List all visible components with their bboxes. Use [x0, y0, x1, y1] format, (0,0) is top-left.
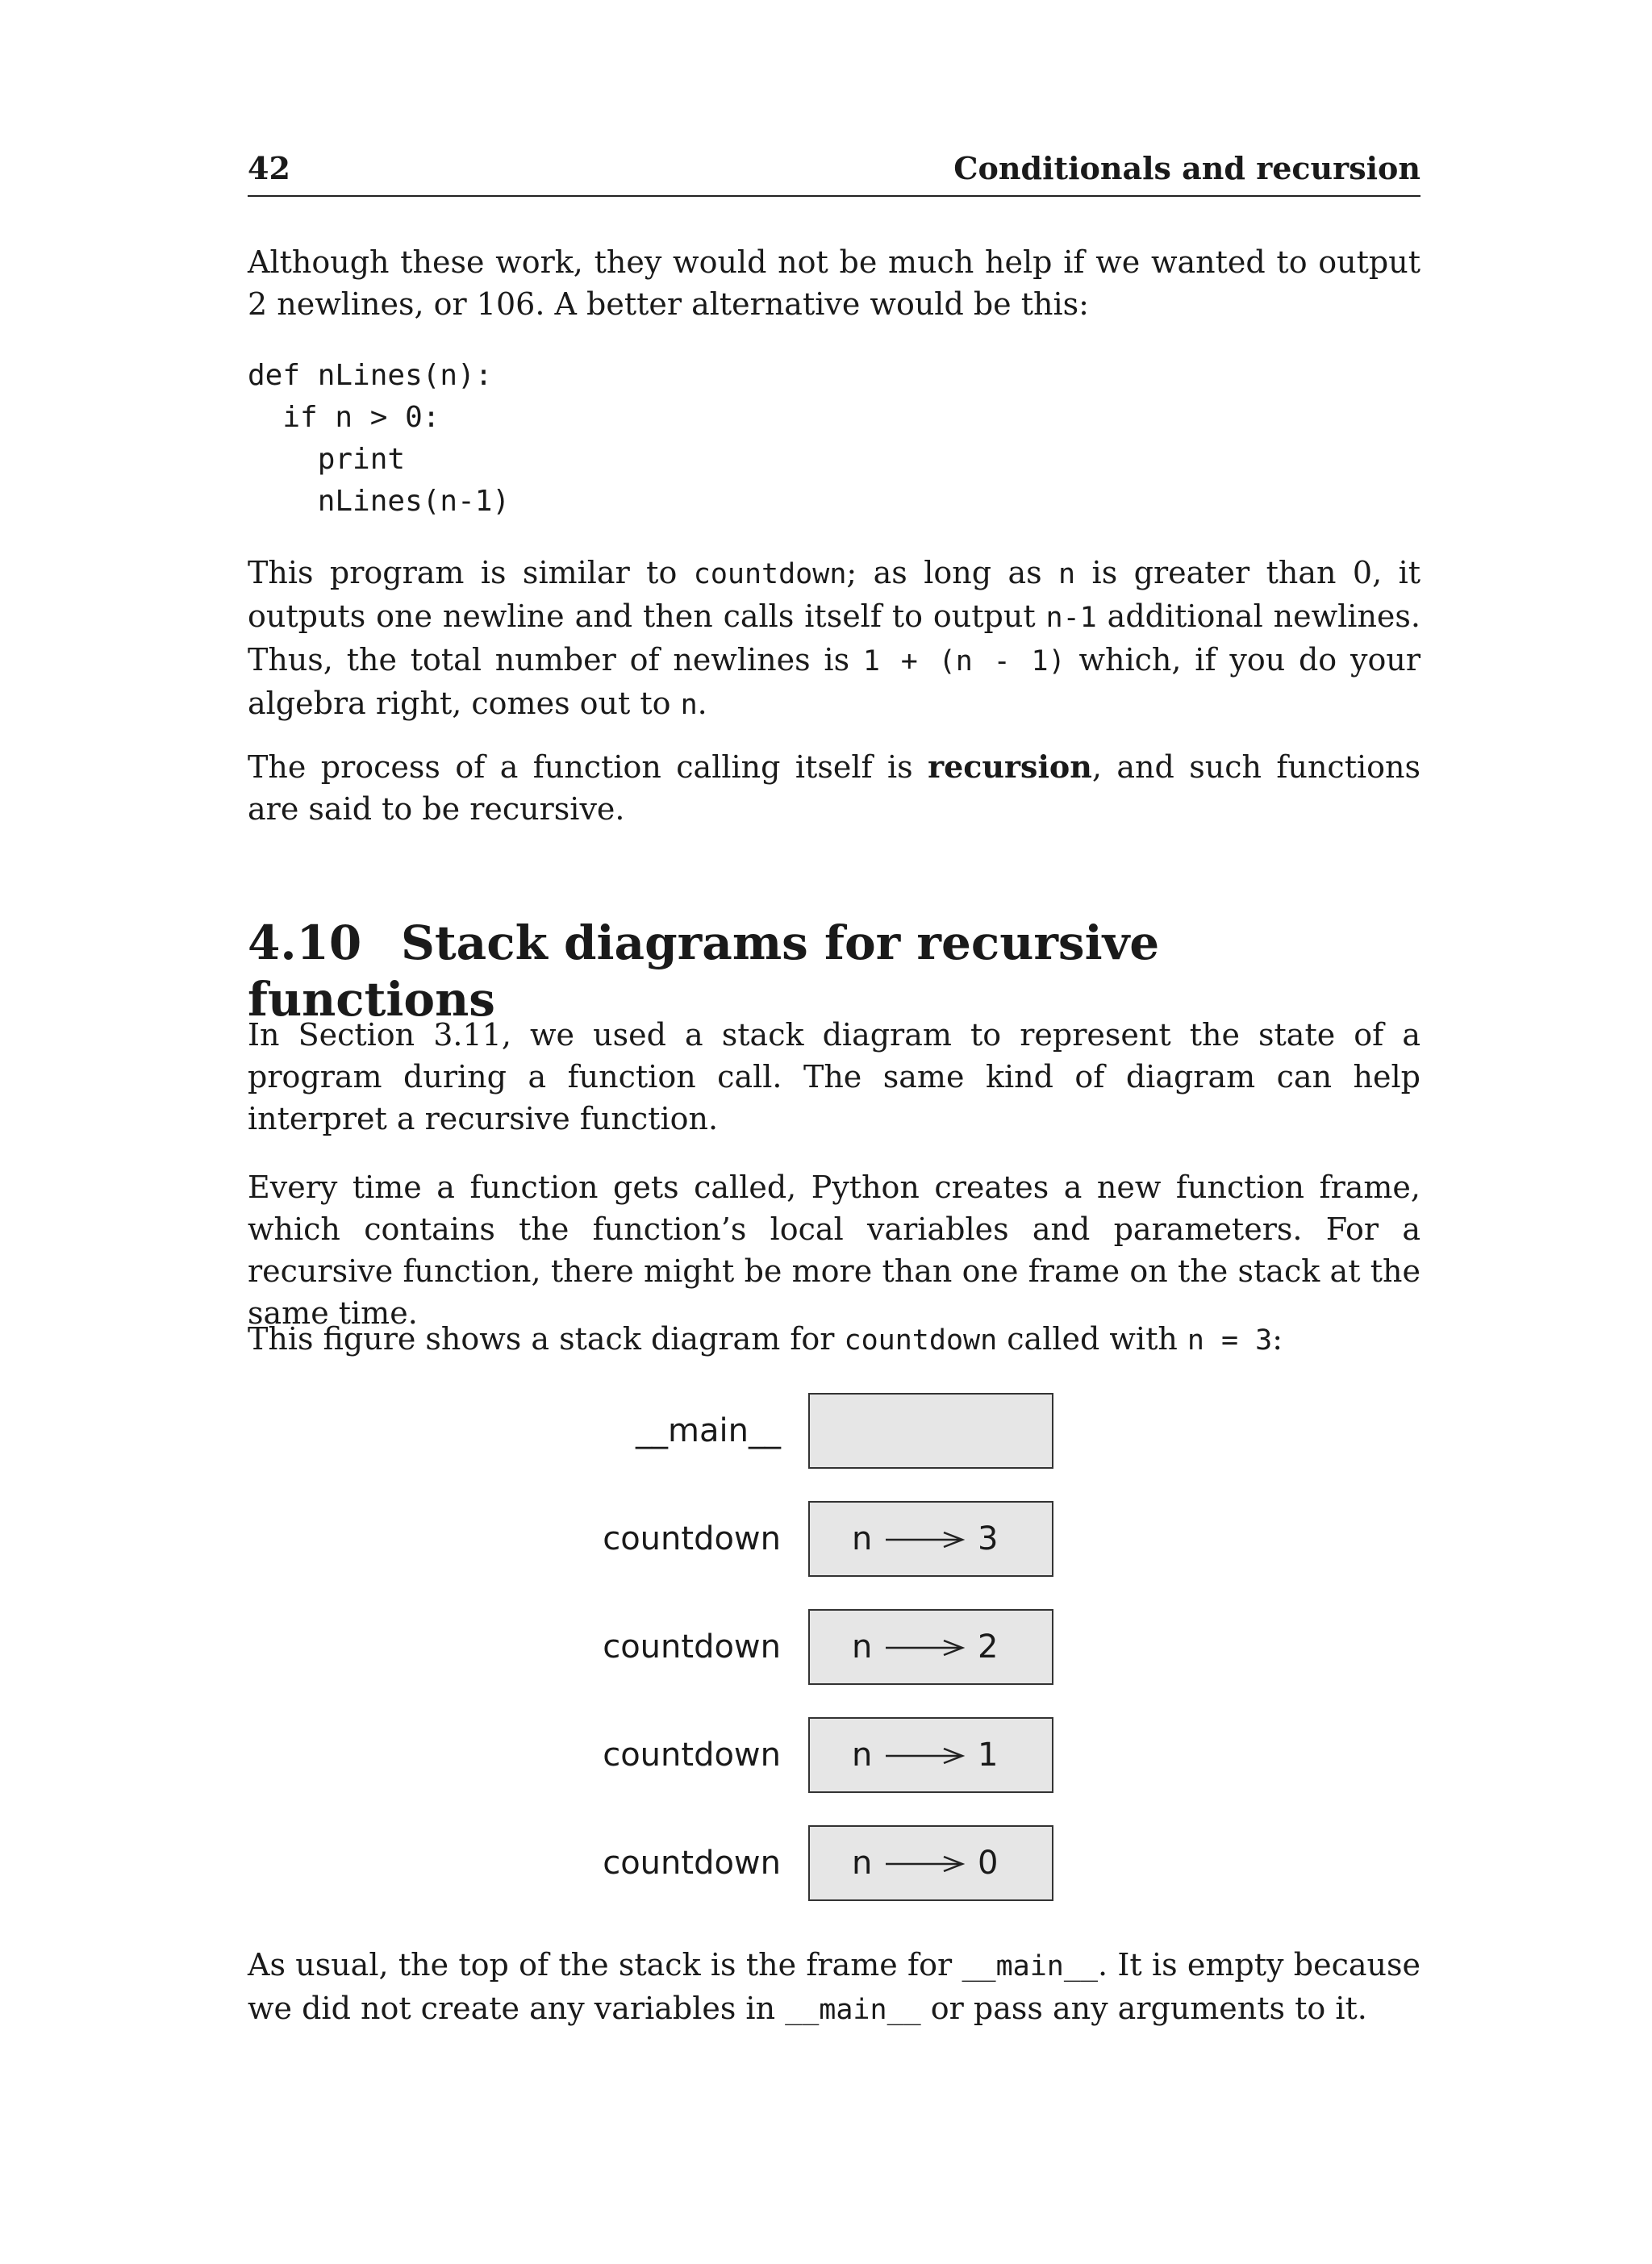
frames-paragraph: Every time a function gets called, Python creates a new function frame, which contains the function’s local variables and parameters. For a recursive function, there might be more than one frame on the stack at the same time.	[248, 1170, 1420, 1331]
frame-label-countdown: countdown	[603, 1737, 781, 1774]
frame-value: 0	[978, 1845, 999, 1882]
running-header	[248, 150, 1420, 197]
arrow-icon	[884, 1632, 965, 1664]
frame-box-main	[808, 1393, 1053, 1469]
frame-box-countdown	[808, 1609, 1053, 1685]
stack-diagram	[248, 1387, 1420, 1912]
frame-label-countdown: countdown	[603, 1520, 781, 1557]
code-line: def nLines(n):	[248, 359, 493, 392]
inline-code: n	[1058, 558, 1076, 590]
arrow-icon	[884, 1524, 965, 1556]
closing-paragraph: As usual, the top of the stack is the frame for __main__. It is empty because we did not create any variables in __main__ or pass any arguments to it.	[248, 1947, 1420, 2026]
section-number: 4.10	[248, 915, 362, 970]
similar-paragraph: This program is similar to countdown; as long as n is greater than 0, it outputs one newline and then calls itself to output n-1 additional newlines. Thus, the total number of newlines is 1 + (n - 1) which, if you do your algebra right, comes out to n.	[248, 555, 1420, 721]
inline-code: countdown	[844, 1324, 998, 1357]
frame-variable: n	[852, 1737, 873, 1774]
frame-box-countdown	[808, 1501, 1053, 1577]
arrow-icon	[884, 1740, 965, 1772]
intro-paragraph: Although these work, they would not be much help if we wanted to output 2 newlines, or 106. A better alternative would be this:	[248, 244, 1420, 322]
frame-label-countdown: countdown	[603, 1845, 781, 1882]
figure-caption-paragraph: This figure shows a stack diagram for countdown called with n = 3:	[248, 1321, 1283, 1357]
frame-value: 1	[978, 1737, 999, 1774]
inline-code: countdown	[693, 558, 847, 590]
frame-variable: n	[852, 1520, 873, 1557]
inline-code: 1 + (n - 1)	[862, 645, 1066, 678]
arrow-icon	[884, 1848, 965, 1880]
frame-box-countdown	[808, 1717, 1053, 1793]
inline-code: n = 3	[1187, 1324, 1273, 1357]
book-page	[248, 0, 1420, 2264]
section-heading	[248, 915, 1420, 1028]
frame-box-countdown	[808, 1825, 1053, 1901]
code-line: if n > 0:	[248, 401, 440, 434]
frame-value: 2	[978, 1628, 999, 1666]
code-line: print	[248, 443, 406, 476]
recursion-paragraph: The process of a function calling itself is recursion, and such functions are said to be recursive.	[248, 748, 1420, 827]
frame-variable: n	[852, 1628, 873, 1666]
section-intro-paragraph: In Section 3.11, we used a stack diagram to represent the state of a program during a function call. The same kind of diagram can help interpret a recursive function.	[248, 1017, 1420, 1136]
frame-label-main: __main__	[636, 1412, 781, 1449]
frame-value: 3	[978, 1520, 999, 1557]
term-recursion: recursion	[928, 748, 1092, 785]
inline-code: n	[680, 689, 698, 721]
chapter-title: Conditionals and recursion	[953, 150, 1420, 186]
code-line: nLines(n-1)	[248, 485, 511, 518]
inline-code: n-1	[1045, 602, 1097, 634]
code-listing	[248, 355, 510, 523]
page-number: 42	[248, 150, 290, 186]
frame-variable: n	[852, 1845, 873, 1882]
frame-label-countdown: countdown	[603, 1628, 781, 1666]
inline-code: __main__	[785, 1994, 921, 2026]
section-title: Stack diagrams for recursive functions	[248, 915, 1160, 1027]
inline-code: __main__	[962, 1950, 1099, 1983]
